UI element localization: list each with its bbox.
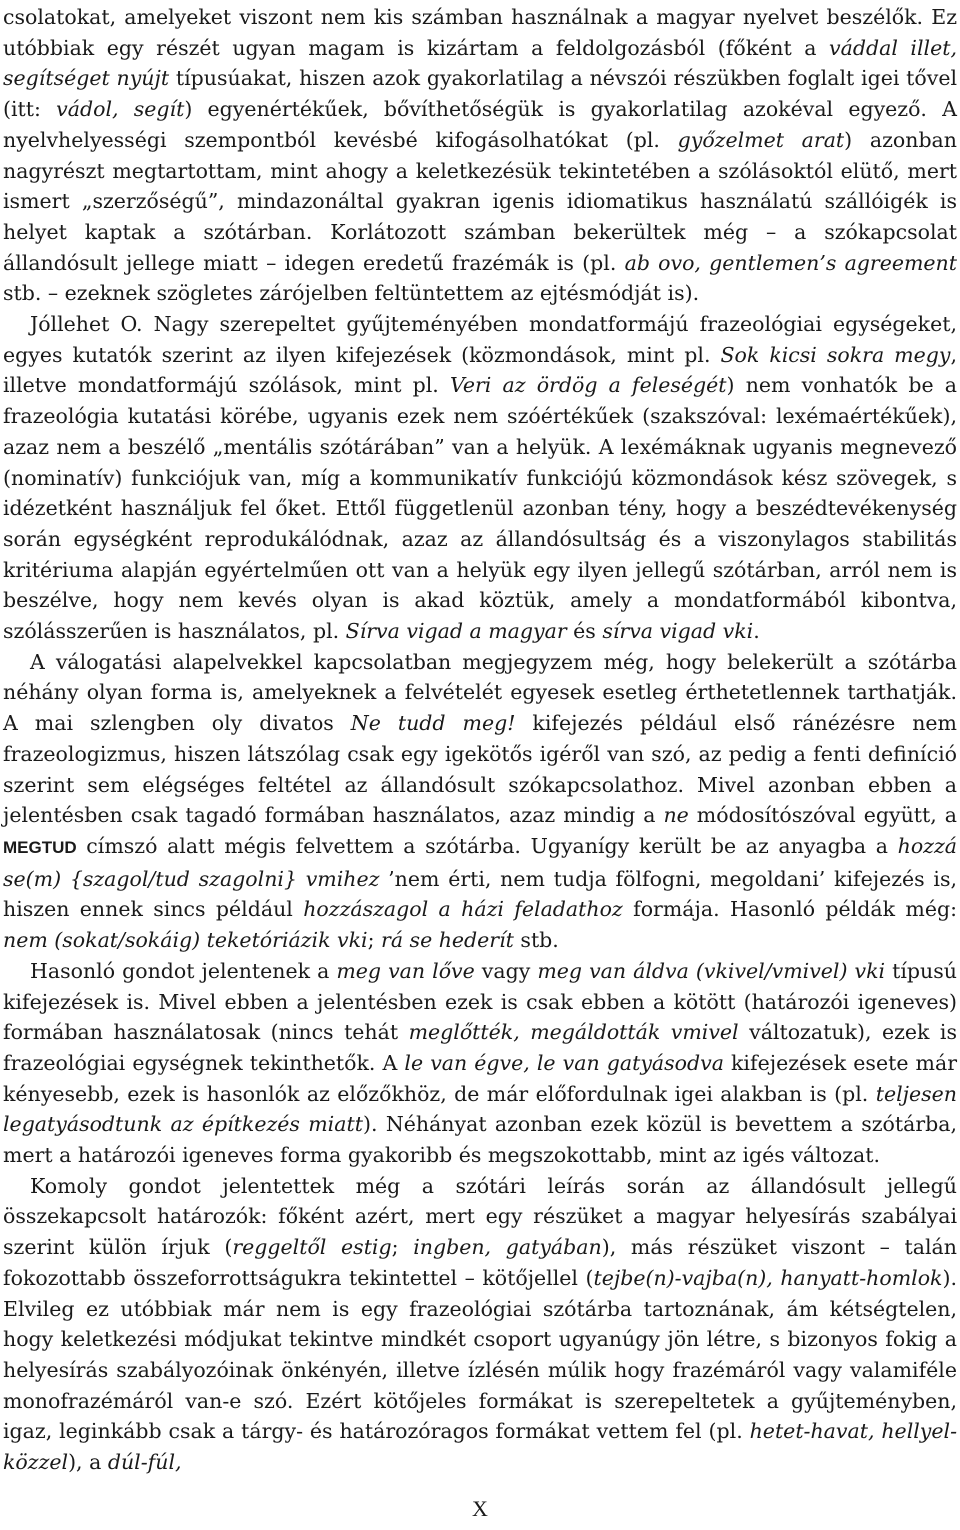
italic-example: rá se hederít xyxy=(381,928,514,953)
text-run: módosítószóval együtt, a xyxy=(688,803,957,828)
italic-example: hozzá se(m) {szagol/tud szagolni} vmihez xyxy=(3,833,957,891)
italic-example: Ne tudd meg! xyxy=(350,711,516,736)
italic-example: győzelmet arat xyxy=(677,127,845,152)
text-run: típusúakat, hiszen azok gyakorlatilag a névszói részükben foglalt igei tővel (itt: xyxy=(3,66,958,122)
text-run: ), más részüket viszont – talán fokozottabb összeforrottságukra tekintettel – kötőjellel ( xyxy=(3,1235,957,1290)
text-run: ), a xyxy=(68,1450,108,1475)
italic-example: hetet-havat, hellyel-közzel xyxy=(3,1419,957,1475)
text-run: formája. Hasonló példák még: xyxy=(622,897,957,922)
italic-example: tejbe(n)-vajba(n), hanyatt-homlok xyxy=(593,1265,943,1290)
italic-example: Veri az ördög a feleségét xyxy=(449,373,727,398)
text-run: Jóllehet O. Nagy szerepeltet gyűjteményében mondatformájú frazeológiai egységeket, egyes kutatók szerint az ilyen kifejezések (közmondások, mint pl. xyxy=(3,312,957,367)
text-run: ; xyxy=(391,1235,414,1260)
italic-example: Sok kicsi sokra megy xyxy=(720,342,951,367)
page-number: X xyxy=(472,1496,488,1521)
italic-example: teljesen legatyásodtunk az építkezés miatt xyxy=(3,1081,957,1137)
italic-example: sírva vigad vki xyxy=(602,619,754,644)
italic-example: nem (sokat/sokáig) teketóriázik vki xyxy=(3,928,368,953)
italic-example: reggeltől estig xyxy=(232,1235,392,1260)
body-paragraph xyxy=(3,647,957,956)
text-run: ) azonban nagyrészt megtartottam, mint ahogy a keletkezésük tekintetében a szólásoktól elütő, mert ismert „szerzőségű”, mindazonáltal gyakran igenis idiomatikus használatú szállóigék is helyet kaptak a szótárban. Korlátozott számban bekerültek még – a szókapcsolat állandósult jellege miatt – idegen eredetű frazémák is (pl. xyxy=(3,127,957,275)
text-run: ). Elvileg ez utóbbiak már nem is egy frazeológiai szótárba tartoznának, ám kétségtelen, hogy keletkezési módjukat tekintve mindkét csoport ugyanúgy jön létre, s bizonyos fokig a helyesírás szabályozóinak önkényén, illetve ízlésén múlik hogy frazémáról vagy valamiféle monofrazémáról van-e szó. Ezért kötőjeles formákat is szerepeltetek a gyűjteményben, igaz, leginkább csak a tárgy- és határozóragos formákat vettem fel (pl. xyxy=(3,1265,957,1444)
text-run: ) nem vonhatók be a frazeológia kutatási körébe, ugyanis ezek nem szóértékűek (szakszóval: lexémaértékűek), azaz nem a beszélő „mentális szótárában” van a helyük. A lexémáknak ugyanis megnevező (nominatív) funkciójuk van, míg a kommunikatív funkciójú közmondások kész szövegek, s idézetként használjuk fel őket. Ettől függetlenül azonban tény, hogy a beszédtevékenység során egységként reprodukálódnak, azaz az állandósultság és a viszonylagos stabilitás kritériuma alapján egyértelműen ott van a helyük egy ilyen jellegű szótárban, arról nem is beszélve, hogy nem kevés olyan is akad köztük, amely a mondatformából kibontva, szólásszerűen is használatos, pl. xyxy=(3,373,957,644)
headword-reference: MEGTUD xyxy=(3,837,77,857)
text-run: ) egyenértékűek, bővíthetőségük is gyakorlatilag azokéval egyező. A nyelvhelyességi szempontból kevésbé kifogásolhatókat (pl. xyxy=(3,97,957,152)
text-run: és xyxy=(566,619,603,644)
italic-example: Sírva vigad a magyar xyxy=(345,619,567,644)
italic-example: hozzászagol a házi feladathoz xyxy=(303,897,623,922)
italic-example: ab ovo, gentlemen’s agreement xyxy=(624,250,957,275)
body-paragraph xyxy=(3,2,957,309)
text-run: ’nem érti, nem tudja fölfogni, megoldani’ kifejezés is, hiszen ennek sincs például xyxy=(3,866,957,922)
text-run: címszó alatt mégis felvettem a szótárba. Ugyanígy került be az anyagba a xyxy=(76,833,898,858)
text-run: . xyxy=(753,619,760,644)
italic-example: ne xyxy=(663,803,689,828)
body-text xyxy=(3,2,957,1478)
body-paragraph xyxy=(3,309,957,647)
text-run: kifejezések esete már kényesebb, ezek is hasonlók az előzőkhöz, de már előfordulnak igei alakban is (pl. xyxy=(3,1050,957,1106)
text-run: ). Néhányat azonban ezek közül is bevettem a szótárba, mert a határozói igeneves forma gyakoribb és megszokottabb, mint az igés változat. xyxy=(3,1112,958,1168)
text-run: csolatokat, amelyeket viszont nem kis számban használnak a magyar nyelvet beszélők. Ez utóbbiak egy részét ugyan magam is kizártam a feldolgozásból (főként a xyxy=(3,5,957,60)
italic-example: dúl-fúl, xyxy=(107,1450,182,1475)
italic-example: meg van lőve xyxy=(336,958,475,983)
text-run: Hasonló gondot jelentenek a xyxy=(30,958,337,983)
body-paragraph xyxy=(3,1171,957,1478)
text-run: A válogatási alapelvekkel kapcsolatban megjegyzem még, hogy belekerült a szótárba néhány olyan forma is, amelyeknek a felvételét egyesek esetleg érthetetlennek tarthatják. A mai szlengben oly divatos xyxy=(3,649,957,736)
italic-example: váddal illet, segítséget nyújt xyxy=(3,35,957,91)
text-run: stb. xyxy=(513,928,559,953)
italic-example: le van égve, le van gatyásodva xyxy=(404,1050,724,1075)
text-run: vagy xyxy=(474,958,538,983)
italic-example: ingben, gatyában xyxy=(413,1235,602,1260)
text-run: , illetve mondatformájú szólások, mint pl. xyxy=(3,342,957,398)
text-run: kifejezés például első ránézésre nem frazeologizmus, hiszen látszólag csak egy igekötős igéről van szó, az pedig a fenti definíció szerint sem elégséges feltétel az állandósult szókapcsolathoz. Mivel azonban ebben a jelentésben csak tagadó formában használatos, azaz mindig a xyxy=(3,711,957,828)
text-run: típusú kifejezések is. Mivel ebben a jelentésben ezek is csak ebben a kötött (határozói igeneves) formában használatosak (nincs tehát xyxy=(3,958,957,1045)
text-run: változatuk), ezek is frazeológiai egységnek tekinthetők. A xyxy=(3,1020,957,1075)
body-paragraph xyxy=(3,956,957,1171)
italic-example: meglőtték, megáldották vmivel xyxy=(408,1020,739,1045)
italic-example: meg van áldva (vkivel/vmivel) vki xyxy=(537,958,886,983)
text-run: ; xyxy=(367,928,382,953)
text-run: Komoly gondot jelentettek még a szótári leírás során az állandósult jellegű összekapcsolt határozók: főként azért, mert egy részüket a magyar helyesírás szabályai szerint külön írjuk ( xyxy=(3,1173,957,1260)
italic-example: vádol, segít xyxy=(56,97,185,122)
text-run: stb. – ezeknek szögletes zárójelben feltüntettem az ejtésmódját is). xyxy=(3,281,700,306)
